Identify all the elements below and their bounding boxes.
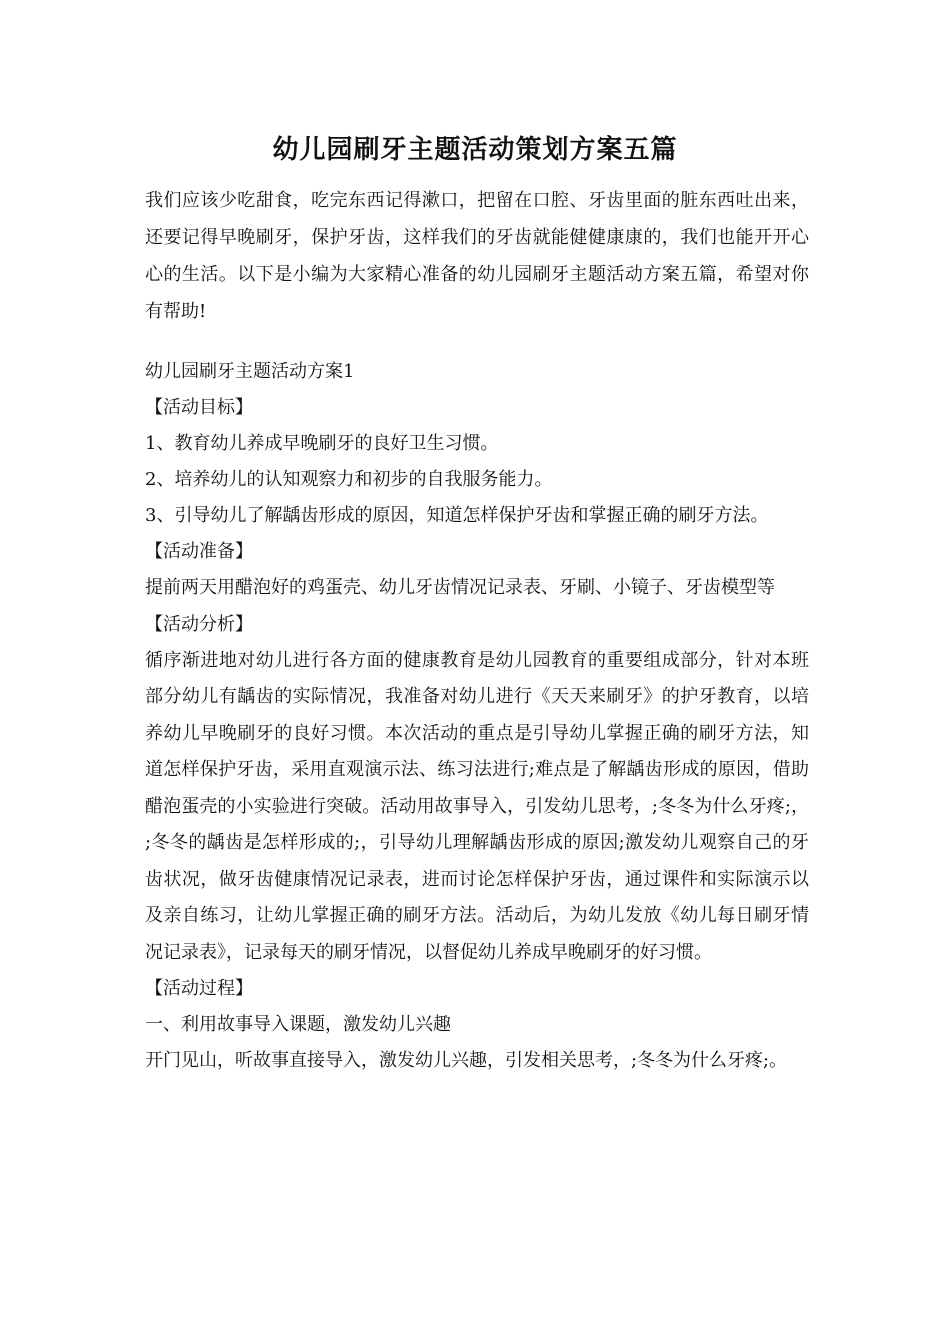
prep-heading: 【活动准备】 — [145, 541, 253, 562]
goal-heading: 【活动目标】 — [145, 397, 253, 418]
plan-heading: 幼儿园刷牙主题活动方案1 — [145, 361, 355, 382]
paragraph-spacer — [145, 330, 809, 354]
intro-paragraph: 我们应该少吃甜食，吃完东西记得漱口，把留在口腔、牙齿里面的脏东西吐出来，还要记得早晚刷牙，保护牙齿，这样我们的牙齿就能健健康康的，我们也能开开心心的生活。以下是小编为大家精心准备的幼儿园刷牙主题活动方案五篇，希望对你有帮助! — [145, 190, 809, 322]
analysis-paragraph: 循序渐进地对幼儿进行各方面的健康教育是幼儿园教育的重要组成部分，针对本班部分幼儿有龋齿的实际情况，我准备对幼儿进行《天天来刷牙》的护牙教育，以培养幼儿早晚刷牙的良好习惯。本次活动的重点是引导幼儿掌握正确的刷牙方法，知道怎样保护牙齿，采用直观演示法、练习法进行;难点是了解龋齿形成的原因，借助醋泡蛋壳的小实验进行突破。活动用故事导入，引发幼儿思考，;冬冬为什么牙疼;，;冬冬的龋齿是怎样形成的;，引导幼儿理解龋齿形成的原因;激发幼儿观察自己的牙齿状况，做牙齿健康情况记录表，进而讨论怎样保护牙齿，通过课件和实际演示以及亲自练习，让幼儿掌握正确的刷牙方法。活动后，为幼儿发放《幼儿每日刷牙情况记录表》，记录每天的刷牙情况，以督促幼儿养成早晚刷牙的好习惯。 — [145, 649, 809, 963]
analysis-heading: 【活动分析】 — [145, 613, 253, 635]
goal-item-2: 2、培养幼儿的认知观察力和初步的自我服务能力。 — [145, 469, 553, 490]
document-title: 幼儿园刷牙主题活动策划方案五篇 — [272, 135, 678, 165]
goal-item-3: 3、引导幼儿了解龋齿形成的原因，知道怎样保护牙齿和掌握正确的刷牙方法。 — [145, 505, 769, 526]
step1-paragraph: 开门见山，听故事直接导入，激发幼儿兴趣，引发相关思考，;冬冬为什么牙疼;。 — [145, 1050, 788, 1071]
goal-item-1: 1、教育幼儿养成早晚刷牙的良好卫生习惯。 — [145, 433, 499, 454]
process-heading: 【活动过程】 — [145, 978, 253, 999]
document-body — [145, 182, 809, 1080]
step1-heading: 一、利用故事导入课题，激发幼儿兴趣 — [145, 1014, 451, 1035]
prep-paragraph: 提前两天用醋泡好的鸡蛋壳、幼儿牙齿情况记录表、牙刷、小镜子、牙齿模型等 — [145, 577, 775, 598]
